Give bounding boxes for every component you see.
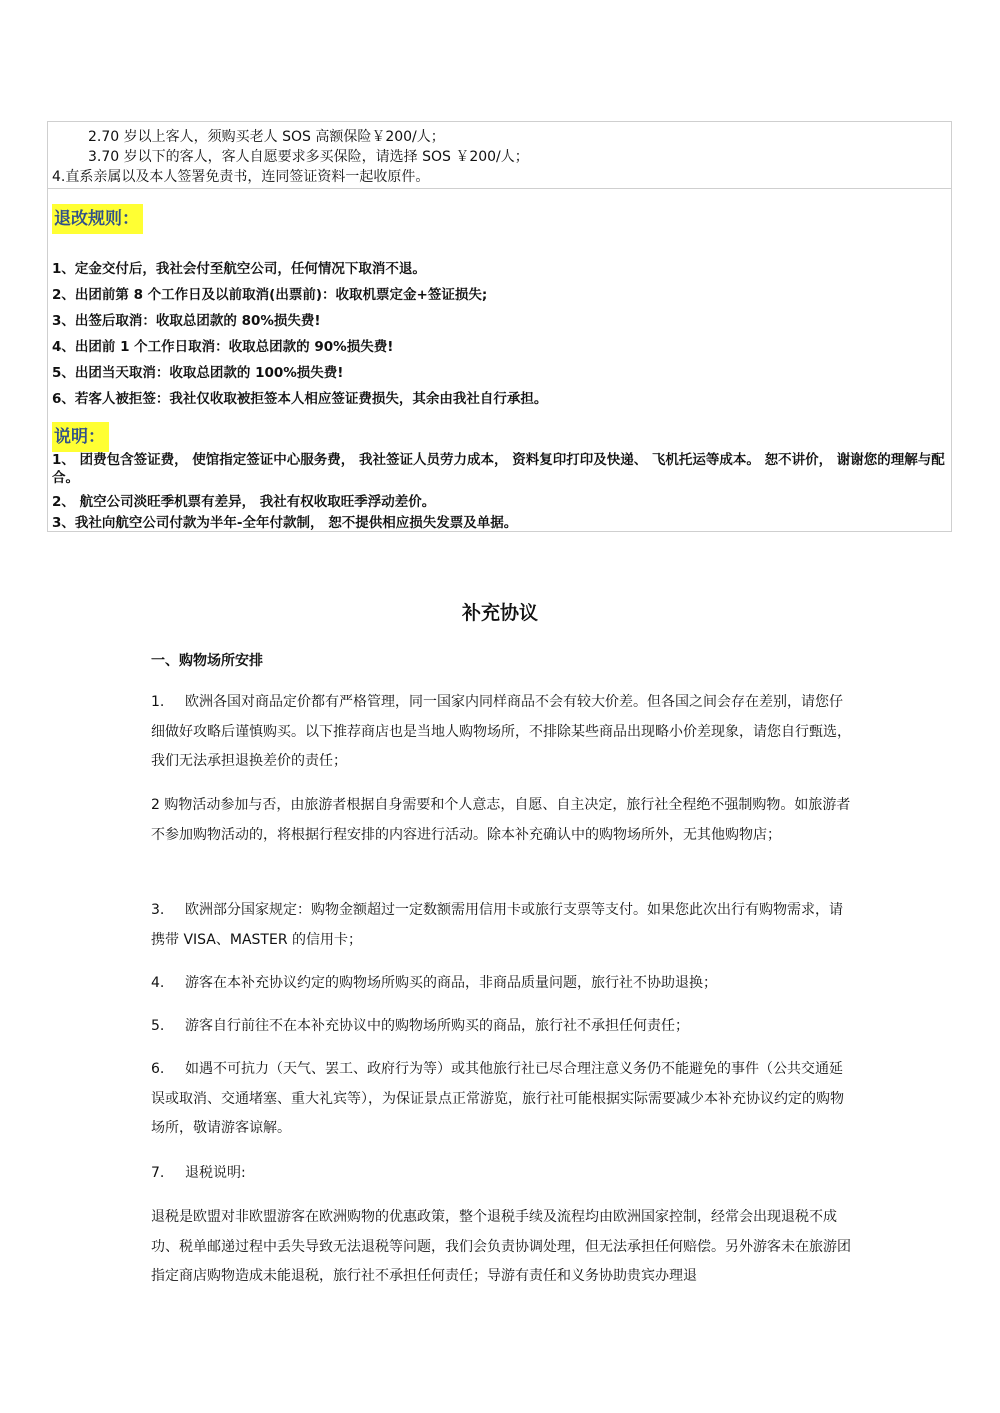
note-3: 3、我社向航空公司付款为半年-全年付款制， 恕不提供相应损失发票及单据。 (52, 515, 518, 531)
agreement-item-4 (151, 969, 856, 999)
item-text: 游客自行前往不在本补充协议中的购物场所购买的商品，旅行社不承担任何责任； (185, 1018, 689, 1034)
refund-rule-5: 5、出团当天取消：收取总团款的 100%损失费! (52, 365, 344, 381)
agreement-item-2 (151, 791, 856, 850)
item-text: 退税说明: (185, 1165, 246, 1181)
refund-rule-3: 3、出签后取消：收取总团款的 80%损失费! (52, 313, 321, 329)
item-text: 如遇不可抗力（天气、罢工、政府行为等）或其他旅行社已尽合理注意义务仍不能避免的事件（公共交通延误或取消、交通堵塞、重大礼宾等），为保证景点正常游览，旅行社可能根据实际需要减少本补充协议约定的购物场所，敬请游客谅解。 (151, 1061, 844, 1136)
note-2: 2、 航空公司淡旺季机票有差异， 我社有权收取旺季浮动差价。 (52, 494, 436, 510)
item-text: 欧洲部分国家规定：购物金额超过一定数额需用信用卡或旅行支票等支付。如果您此次出行有购物需求，请携带 VISA、MASTER 的信用卡； (151, 902, 843, 948)
insurance-line-2: 2.70 岁以上客人，须购买老人 SOS 高额保险￥200/人； (88, 129, 445, 145)
agreement-item-3 (151, 896, 856, 955)
refund-rule-4: 4、出团前 1 个工作日取消：收取总团款的 90%损失费! (52, 339, 394, 355)
section-heading-shopping: 一、购物场所安排 (151, 653, 263, 669)
agreement-item-1 (151, 688, 856, 777)
refund-rule-6: 6、若客人被拒签：我社仅收取被拒签本人相应签证费损失，其余由我社自行承担。 (52, 391, 548, 407)
item-text: 2 购物活动参加与否，由旅游者根据自身需要和个人意志，自愿、自主决定，旅行社全程绝不强制购物。如旅游者不参加购物活动的，将根据行程安排的内容进行活动。除本补充确认中的购物场所外，无其他购物店； (151, 797, 851, 843)
agreement-title: 补充协议 (461, 602, 538, 624)
item-number: 6. (151, 1061, 165, 1077)
item-text: 欧洲各国对商品定价都有严格管理，同一国家内同样商品不会有较大价差。但各国之间会存在差别，请您仔细做好攻略后谨慎购买。以下推荐商店也是当地人购物场所，不排除某些商品出现略小价差现象，请您自行甄选，我们无法承担退换差价的责任； (151, 694, 851, 769)
note-1: 1、 团费包含签证费， 使馆指定签证中心服务费， 我社签证人员劳力成本， 资料复印打印及快递、 飞机托运等成本。 恕不讲价， 谢谢您的理解与配合。 (52, 452, 945, 486)
item-number: 5. (151, 1018, 165, 1034)
terms-box (47, 121, 952, 532)
agreement-item-6 (151, 1055, 856, 1144)
item-number: 3. (151, 902, 165, 918)
refund-rule-2: 2、出团前第 8 个工作日及以前取消(出票前)：收取机票定金+签证损失; (52, 287, 488, 303)
item-number: 4. (151, 975, 165, 991)
tax-refund-paragraph: 退税是欧盟对非欧盟游客在欧洲购物的优惠政策，整个退税手续及流程均由欧洲国家控制，经常会出现退税不成功、税单邮递过程中丢失导致无法退税等问题，我们会负责协调处理，但无法承担任何赔偿。另外游客未在旅游团指定商店购物造成未能退税，旅行社不承担任何责任；导游有责任和义务协助贵宾办理退 (151, 1209, 851, 1284)
item-number: 1. (151, 694, 165, 710)
insurance-line-3: 3.70 岁以下的客人，客人自愿要求多买保险，请选择 SOS ￥200/人； (88, 149, 529, 165)
insurance-line-4: 4.直系亲属以及本人签署免责书，连同签证资料一起收原件。 (52, 169, 430, 185)
agreement-item-7 (151, 1159, 856, 1189)
box-divider (48, 188, 951, 189)
item-text: 游客在本补充协议约定的购物场所购买的商品，非商品质量问题，旅行社不协助退换； (185, 975, 717, 991)
refund-rule-1: 1、定金交付后，我社会付至航空公司，任何情况下取消不退。 (52, 261, 426, 277)
refund-heading: 退改规则： (52, 204, 143, 234)
agreement-item-5 (151, 1012, 856, 1042)
item-number: 7. (151, 1165, 165, 1181)
notes-heading: 说明： (52, 422, 109, 452)
